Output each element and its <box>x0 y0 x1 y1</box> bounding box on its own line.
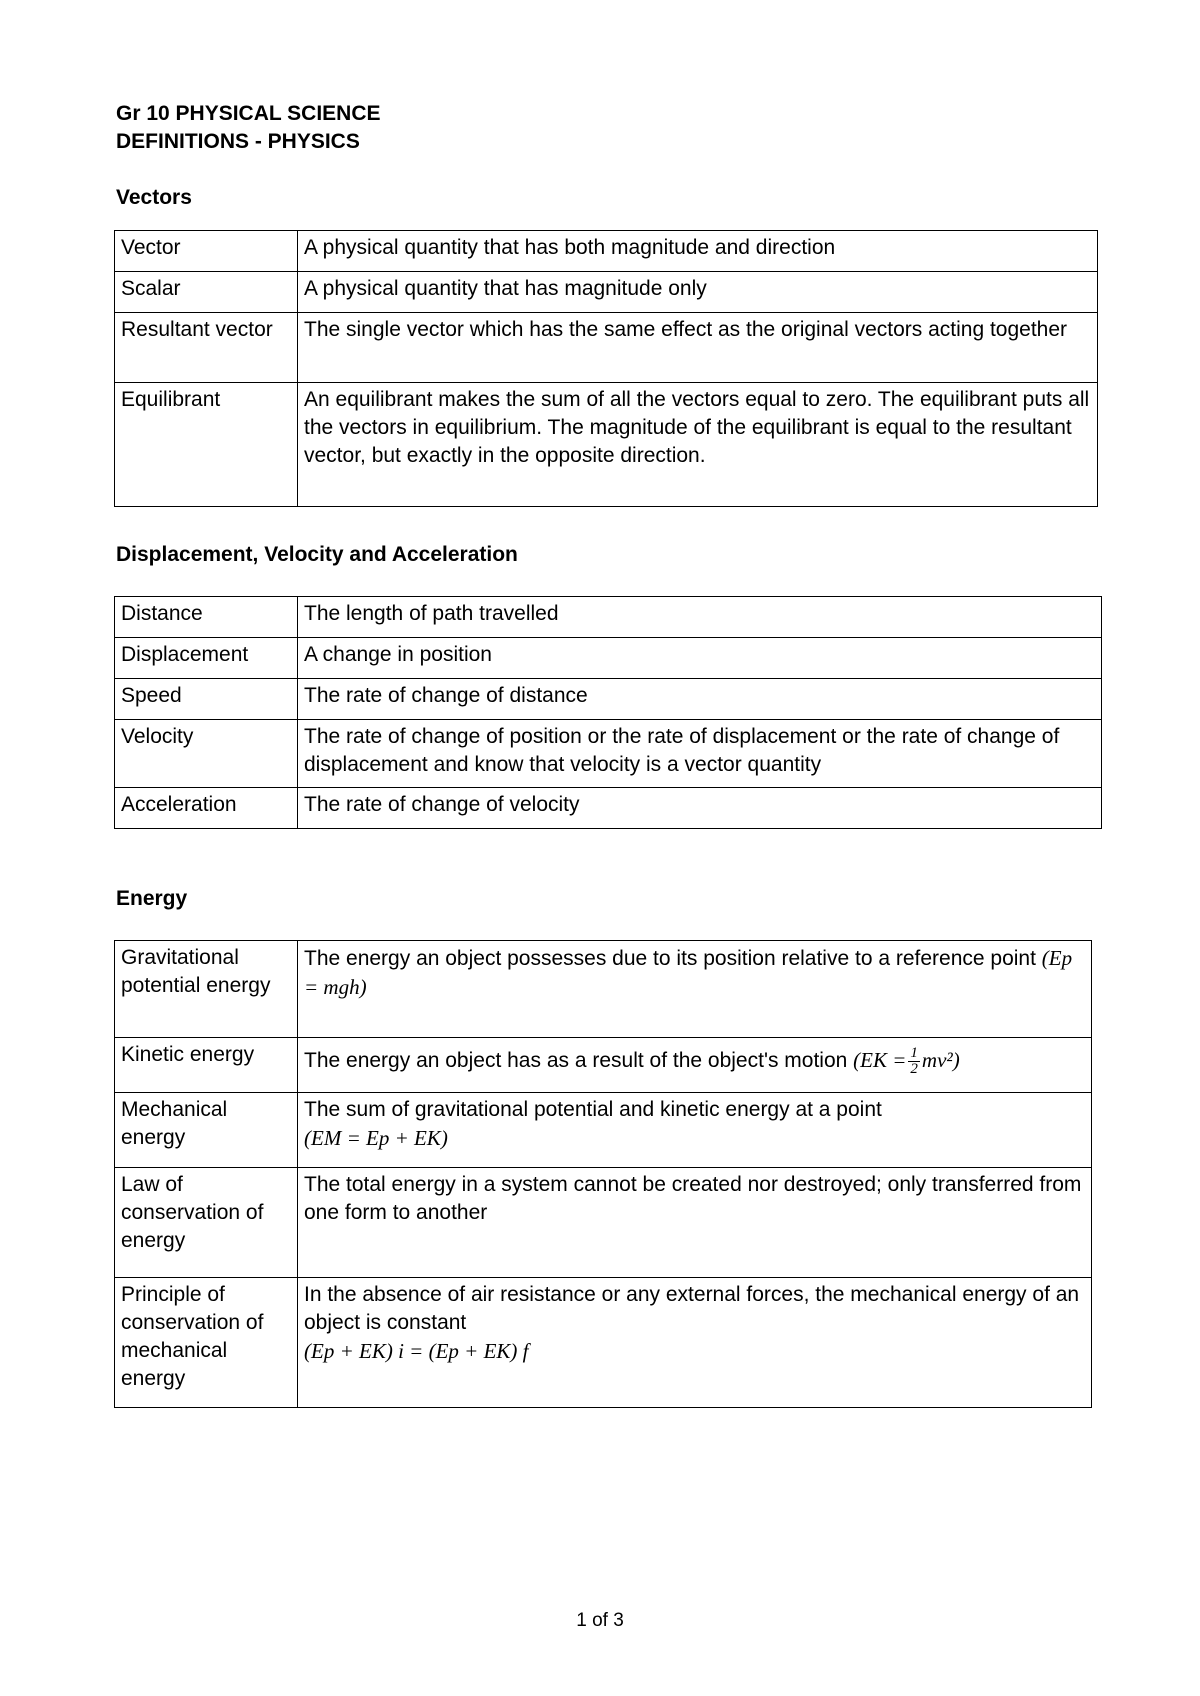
table-row <box>115 679 1102 720</box>
definition-cell <box>298 1093 1092 1168</box>
term-cell: Equilibrant <box>115 383 298 507</box>
page-number: 1 of 3 <box>576 1610 624 1631</box>
definition-cell: The length of path travelled <box>298 597 1102 638</box>
formula-potential-energy: (Ep = mgh) <box>304 946 1073 999</box>
table-row <box>115 1038 1092 1093</box>
table-row <box>115 1093 1092 1168</box>
term-cell: Velocity <box>115 720 298 788</box>
table-row <box>115 788 1102 829</box>
title-line-2: DEFINITIONS - PHYSICS <box>116 130 360 153</box>
definition-text: The energy an object has as a result of the object's motion <box>304 1049 848 1073</box>
definition-text: The sum of gravitational potential and kinetic energy at a point <box>304 1098 882 1121</box>
definition-text: The energy an object possesses due to its position relative to a reference point <box>304 947 1036 970</box>
definition-cell <box>298 1038 1092 1093</box>
table-row <box>115 1168 1092 1278</box>
definition-cell: A physical quantity that has magnitude only <box>298 272 1098 313</box>
term-cell: Acceleration <box>115 788 298 829</box>
table-row <box>115 313 1098 383</box>
fraction-numerator: 1 <box>910 1045 918 1061</box>
definition-cell: The single vector which has the same effect as the original vectors acting together <box>298 313 1098 383</box>
definition-cell: The rate of change of distance <box>298 679 1102 720</box>
definition-cell: A change in position <box>298 638 1102 679</box>
formula-kinetic-prefix: (EK = <box>853 1048 907 1073</box>
formula-kinetic-suffix: mv²) <box>921 1048 960 1073</box>
definition-cell: The total energy in a system cannot be created nor destroyed; only transferred from one form to another <box>298 1168 1092 1278</box>
section-heading-motion: Displacement, Velocity and Acceleration <box>116 543 518 566</box>
section-heading-vectors: Vectors <box>116 186 192 209</box>
term-cell: Mechanical energy <box>115 1093 298 1168</box>
definition-text: In the absence of air resistance or any external forces, the mechanical energy of an object is constant <box>304 1283 1080 1334</box>
term-cell: Speed <box>115 679 298 720</box>
definition-cell <box>298 941 1092 1038</box>
term-cell: Principle of conservation of mechanical energy <box>115 1278 298 1408</box>
term-cell: Displacement <box>115 638 298 679</box>
definition-cell: An equilibrant makes the sum of all the vectors equal to zero. The equilibrant puts all the vectors in equilibrium. The magnitude of the equilibrant is equal to the resultant vector, but exactly in the opposite direction. <box>298 383 1098 507</box>
fraction-one-half <box>908 1046 920 1077</box>
table-row <box>115 638 1102 679</box>
energy-table <box>114 940 1092 1408</box>
table-row <box>115 383 1098 507</box>
term-cell: Vector <box>115 231 298 272</box>
table-row <box>115 941 1092 1038</box>
title-line-1: Gr 10 PHYSICAL SCIENCE <box>116 102 381 125</box>
table-row <box>115 231 1098 272</box>
table-row <box>115 720 1102 788</box>
vectors-table <box>114 230 1098 507</box>
term-cell: Distance <box>115 597 298 638</box>
term-cell: Gravitational potential energy <box>115 941 298 1038</box>
section-heading-energy: Energy <box>116 887 188 910</box>
table-row <box>115 597 1102 638</box>
definition-cell: A physical quantity that has both magnitude and direction <box>298 231 1098 272</box>
table-row <box>115 1278 1092 1408</box>
document-title <box>116 100 381 156</box>
term-cell: Scalar <box>115 272 298 313</box>
definition-cell: The rate of change of velocity <box>298 788 1102 829</box>
definition-cell <box>298 1278 1092 1408</box>
table-row <box>115 272 1098 313</box>
term-cell: Resultant vector <box>115 313 298 383</box>
formula-mechanical-energy: (EM = Ep + EK) <box>304 1126 448 1150</box>
term-cell: Kinetic energy <box>115 1038 298 1093</box>
definition-cell: The rate of change of position or the rate of displacement or the rate of change of displacement and know that velocity is a vector quantity <box>298 720 1102 788</box>
formula-conservation: (Ep + EK) i = (Ep + EK) f <box>304 1339 529 1363</box>
fraction-denominator: 2 <box>910 1061 918 1077</box>
motion-table <box>114 596 1102 829</box>
term-cell: Law of conservation of energy <box>115 1168 298 1278</box>
